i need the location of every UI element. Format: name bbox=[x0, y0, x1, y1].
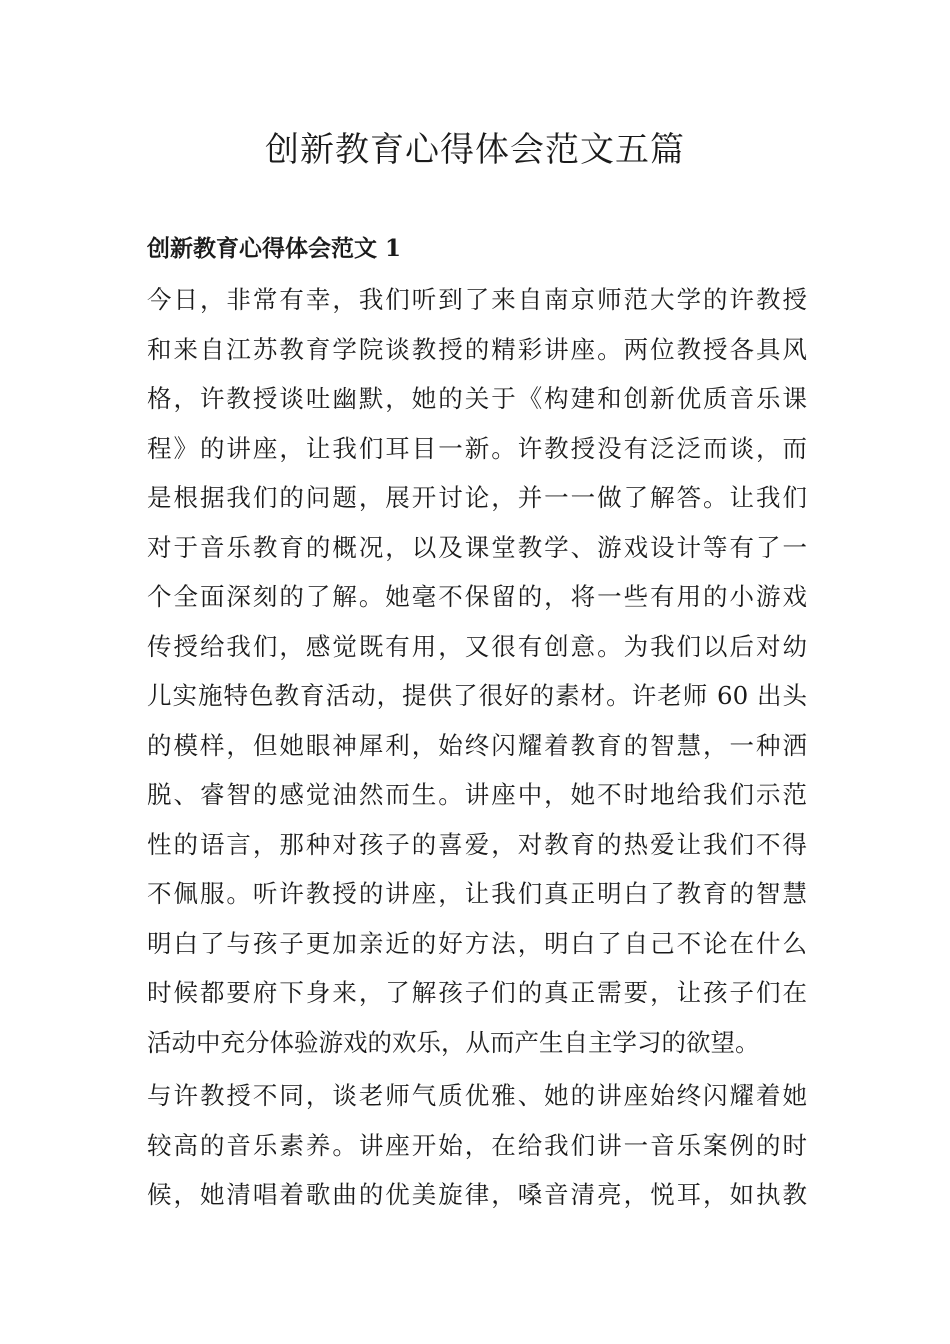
paragraph-line: 传授给我们，感觉既有用，又很有创意。为我们以后对幼 bbox=[147, 631, 807, 661]
section-heading: 创新教育心得体会范文 1 bbox=[147, 235, 402, 262]
paragraph-1 bbox=[147, 275, 807, 1067]
paragraph-line: 性的语言，那种对孩子的喜爱，对教育的热爱让我们不得 bbox=[147, 829, 807, 859]
paragraph-line: 对于音乐教育的概况，以及课堂教学、游戏设计等有了一 bbox=[147, 532, 807, 562]
paragraph-line: 个全面深刻的了解。她毫不保留的，将一些有用的小游戏 bbox=[147, 582, 807, 611]
document-title: 创新教育心得体会范文五篇 bbox=[265, 130, 685, 170]
paragraph-line: 儿实施特色教育活动，提供了很好的素材。许老师 60 出头 bbox=[147, 681, 807, 710]
paragraph-line: 与许教授不同，谈老师气质优雅、她的讲座始终闪耀着她 bbox=[147, 1081, 807, 1110]
paragraph-line: 不佩服。听许教授的讲座，让我们真正明白了教育的智慧 bbox=[147, 879, 807, 908]
paragraph-line: 较高的音乐素养。讲座开始，在给我们讲一音乐案例的时 bbox=[147, 1130, 807, 1160]
paragraph-line: 活动中充分体验游戏的欢乐，从而产生自主学习的欲望。 bbox=[147, 1027, 760, 1057]
paragraph-line: 程》的讲座，让我们耳目一新。许教授没有泛泛而谈，而 bbox=[147, 433, 807, 463]
paragraph-line: 候，她清唱着歌曲的优美旋律，嗓音清亮，悦耳，如执教 bbox=[147, 1180, 807, 1209]
paragraph-line: 和来自江苏教育学院谈教授的精彩讲座。两位教授各具风 bbox=[147, 334, 807, 364]
paragraph-line: 今日，非常有幸，我们听到了来自南京师范大学的许教授 bbox=[147, 285, 807, 314]
paragraph-line: 脱、睿智的感觉油然而生。讲座中，她不时地给我们示范 bbox=[147, 780, 807, 809]
paragraph-line: 是根据我们的问题，展开讨论，并一一做了解答。让我们 bbox=[147, 483, 807, 512]
paragraph-line: 时候都要府下身来，了解孩子们的真正需要，让孩子们在 bbox=[147, 978, 807, 1007]
paragraph-line: 的模样，但她眼神犀利，始终闪耀着教育的智慧，一种洒 bbox=[147, 730, 807, 760]
paragraph-2 bbox=[147, 1071, 807, 1220]
paragraph-line: 明白了与孩子更加亲近的好方法，明白了自己不论在什么 bbox=[147, 928, 807, 958]
paragraph-line: 格，许教授谈吐幽默，她的关于《构建和创新优质音乐课 bbox=[147, 384, 807, 413]
